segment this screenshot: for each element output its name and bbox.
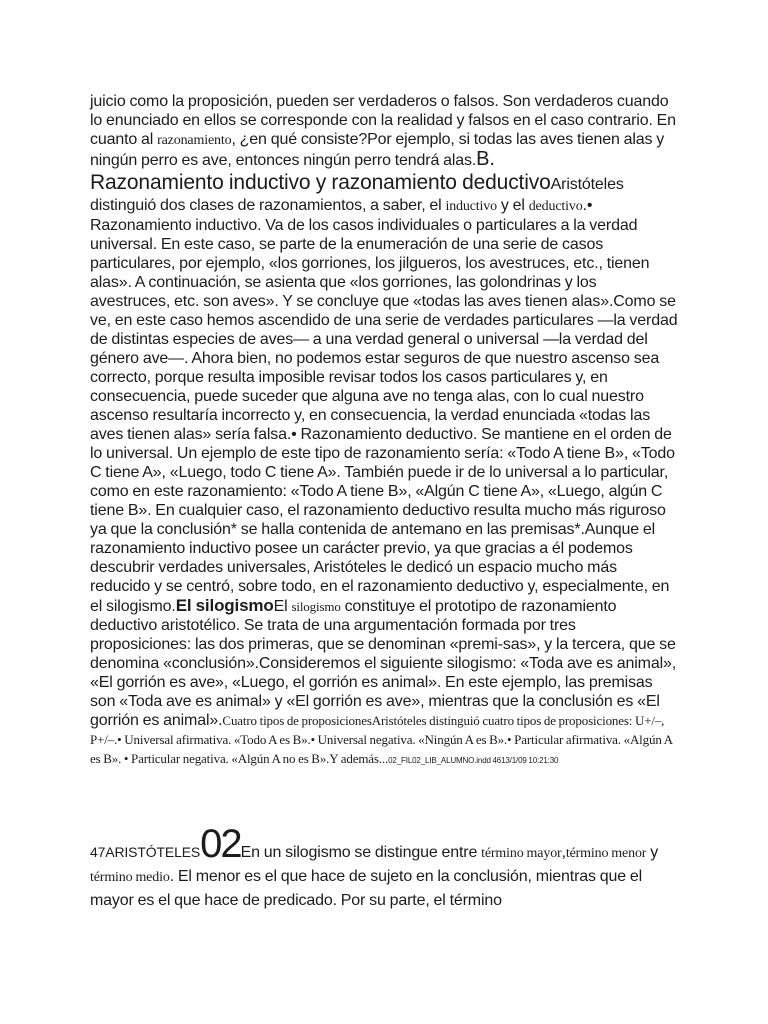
running-header: 47ARISTÓTELES xyxy=(90,844,201,860)
body-text: . El menor es el que hace de sujeto en la conclusión, mientras que el mayor es el que hace de predicado. Por su parte, el término xyxy=(90,868,643,909)
body-text: y xyxy=(646,844,659,861)
body-text: El xyxy=(273,598,292,615)
body-text-block xyxy=(90,92,680,770)
subsection-heading: El silogismo xyxy=(175,596,274,615)
section-letter-heading: B. xyxy=(476,148,495,170)
term-mayor: término mayor xyxy=(481,846,562,861)
term-deductivo: deductivo xyxy=(528,199,583,214)
section-heading: Razonamiento inductivo y razonamiento deductivo xyxy=(90,171,551,194)
body-text: y el xyxy=(497,197,529,214)
body-text-block xyxy=(90,822,680,912)
term-menor: término menor xyxy=(565,846,647,861)
body-text: , xyxy=(561,844,566,861)
body-text: , ¿en qué consiste?Por ejemplo, si todas las aves tienen alas y ningún perro es ave, entonces ningún perro tendrá alas. xyxy=(90,131,665,169)
body-text: constituye el prototipo de razonamiento deductivo aristotélico. Se trata de una argumentación formada por tres proposiciones: las dos primeras, que se denominan «premi-sas», y la tercera, que se denomina «conclusión».Consideremos el siguiente silogismo: «Toda ave es animal», «El gorrión es ave», «Luego, el gorrión es animal». En este ejemplo, las premisas son «Toda ave es animal» y «El gorrión es ave», mientras que la conclusión es «El gorrión es animal». xyxy=(90,598,677,729)
term-silogismo: silogismo xyxy=(291,599,341,614)
body-text: Aristóteles distinguió dos clases de razonamientos, a saber, el xyxy=(90,176,624,214)
term-medio: término medio xyxy=(90,870,170,885)
sidebar-box-text: Cuatro tipos de proposicionesAristóteles distinguió cuatro tipos de proposiciones: U+/–, P+/–.• Universal afirmativa. «Todo A es B».• Universal negativa. «Ningún A es B».• Particular afirmativa. «Algún A es B». • Particular negativa. «Algún A no es B».Y además... xyxy=(90,713,673,766)
body-text: juicio como la proposición, pueden ser verdaderos o falsos. Son verdaderos cuando lo enunciado en ellos se corresponde con la realidad y falsos en el caso contrario. En cuanto al xyxy=(90,93,676,148)
body-text: .• Razonamiento inductivo. Va de los casos individuales o particulares a la verdad universal. En este caso, se parte de la enumeración de una serie de casos particulares, por ejemplo, «los gorriones, los jilgueros, los avestruces, etc., tienen alas». A continuación, se asienta que «los gorriones, las golondrinas y los avestruces, etc. son aves». Y se concluye que «todas las aves tienen alas».Como se ve, en este caso hemos ascendido de una serie de verdades particulares —la verdad de distintas especies de aves— a una verdad general o universal —la verdad del género ave—. Ahora bien, no podemos estar seguros de que nuestro ascenso sea correcto, porque resulta imposible revisar todos los casos particulares y, en consecuencia, puede suceder que alguna ave no tenga alas, con lo cual nuestro ascenso resultaría incorrecto y, en consecuencia, la verdad enunciada «todas las aves tienen alas» sería falsa.• Razonamiento deductivo. Se mantiene en el orden de lo universal. Un ejemplo de este tipo de razonamiento sería: «Todo A tiene B», «Todo C tiene A», «Luego, todo C tiene A». También puede ir de lo universal a lo particular, como en este razonamiento: «Todo A tiene B», «Algún C tiene A», «Luego, algún C tiene B». En cualquier caso, el razonamiento deductivo resulta mucho más riguroso ya que la conclusión* se halla contenida de antemano en las premisas*.Aunque el razonamiento inductivo posee un carácter previo, ya que gracias a él podemos descubrir verdades universales, Aristóteles le dedicó un espacio mucho más reducido y se centró, sobre todo, en el razonamiento deductivo y, especialmente, en el silogismo. xyxy=(90,197,678,615)
term-inductivo: inductivo xyxy=(445,199,497,214)
chapter-number: 02 xyxy=(200,822,241,866)
print-slug: 02_FIL02_LIB_ALUMNO.indd 4613/1/09 10:21:30 xyxy=(388,756,559,765)
term-razonamiento: razonamiento xyxy=(157,133,232,148)
body-text: En un silogismo se distingue entre xyxy=(240,844,482,861)
